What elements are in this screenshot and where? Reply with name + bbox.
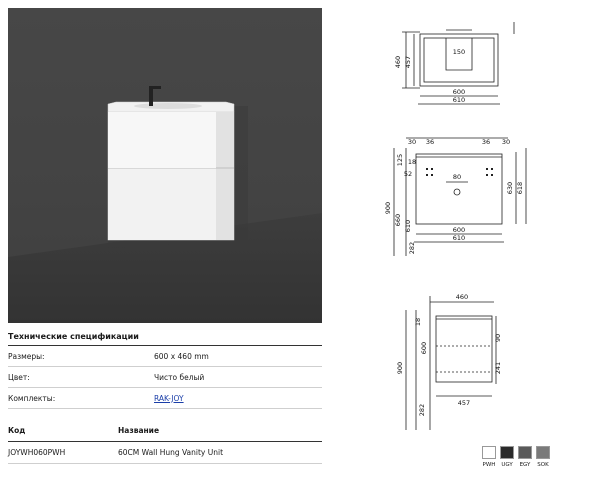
swatch-color-box	[482, 446, 496, 459]
top-view-drawing	[384, 18, 534, 118]
product-codes-table	[8, 424, 322, 464]
name-column-header: Название	[118, 426, 160, 435]
color-swatches	[482, 446, 550, 468]
dim-side-457: 457	[457, 399, 471, 407]
vanity-unit-illustration	[8, 8, 322, 323]
product-name: 60CM Wall Hung Vanity Unit	[118, 448, 224, 457]
dim-top-600: 600	[452, 88, 466, 96]
swatch-label: EGY	[519, 462, 531, 468]
spec-label: Цвет:	[8, 372, 30, 382]
dim-front-282: 282	[408, 241, 416, 255]
swatch-pwh[interactable]	[482, 446, 496, 468]
dim-front-18: 18	[407, 158, 417, 166]
dim-front-125: 125	[396, 153, 404, 167]
specifications-table	[8, 328, 322, 409]
dim-front-36-left: 36	[425, 138, 435, 146]
swatch-color-box	[536, 446, 550, 459]
dim-top-610: 610	[452, 96, 466, 104]
dim-side-460: 460	[455, 293, 469, 301]
dim-front-630: 630	[506, 181, 514, 195]
dim-front-30-left: 30	[407, 138, 417, 146]
table-row	[8, 442, 322, 464]
spec-value: Чисто белый	[154, 372, 205, 382]
dim-front-618: 618	[516, 181, 524, 195]
dim-top-457: 457	[404, 55, 412, 69]
dim-front-610: 610	[452, 234, 466, 242]
dim-side-241: 241	[494, 361, 502, 375]
dim-front-900: 900	[384, 201, 392, 215]
side-view-drawing	[384, 290, 524, 440]
dim-top-150: 150	[452, 48, 466, 56]
codes-header	[8, 424, 322, 442]
dim-front-80: 80	[452, 173, 462, 181]
dim-front-600: 600	[452, 226, 466, 234]
front-view-drawing	[376, 130, 536, 260]
spec-row-dimensions	[8, 346, 322, 367]
spec-label: Комплекты:	[8, 393, 56, 403]
swatch-ugy[interactable]	[500, 446, 514, 468]
dim-front-52: 52	[403, 170, 413, 178]
swatch-label: SOK	[537, 462, 549, 468]
spec-label: Размеры:	[8, 351, 45, 361]
swatch-color-box	[500, 446, 514, 459]
spec-value: 600 x 460 mm	[154, 351, 209, 361]
product-code: JOYWH060PWH	[8, 448, 66, 457]
product-photo	[8, 8, 322, 323]
dim-side-900: 900	[396, 361, 404, 375]
dim-side-282: 282	[418, 403, 426, 417]
spec-row-color	[8, 367, 322, 388]
dim-side-600: 600	[420, 341, 428, 355]
kit-link[interactable]: RAK-JOY	[154, 393, 184, 403]
code-column-header: Код	[8, 426, 26, 435]
dim-top-460: 460	[394, 55, 402, 69]
dim-front-660: 660	[394, 213, 402, 227]
swatch-egy[interactable]	[518, 446, 532, 468]
dim-side-90: 90	[494, 333, 502, 343]
specifications-title: Технические спецификации	[8, 328, 322, 346]
dim-front-36-right: 36	[481, 138, 491, 146]
swatch-sok[interactable]	[536, 446, 550, 468]
dim-side-18: 18	[414, 317, 422, 327]
swatch-label: UGY	[501, 462, 513, 468]
dim-front-30-right: 30	[501, 138, 511, 146]
spec-row-kits	[8, 388, 322, 409]
swatch-label: PWH	[482, 462, 496, 468]
swatch-color-box	[518, 446, 532, 459]
dim-front-610-vertical: 610	[404, 219, 412, 233]
